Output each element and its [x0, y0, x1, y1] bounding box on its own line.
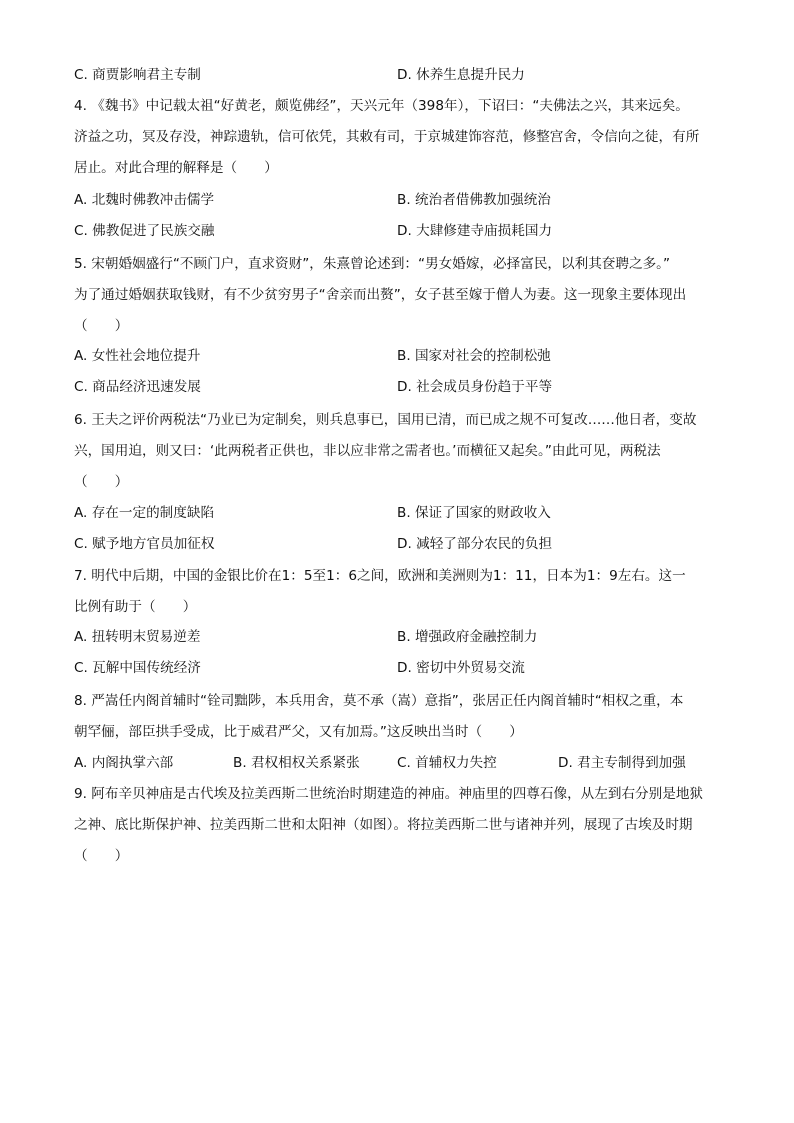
q8-option-d[interactable]: D. 君主专制得到加强: [558, 755, 686, 771]
question-4-options: [74, 185, 724, 247]
q4-option-d[interactable]: D. 大肆修建寺庙损耗国力: [397, 223, 553, 239]
question-5-line: 5. 宋朝婚姻盛行“不顾门户，直求资财”，朱熹曾论述到：“男女婚嫁，必择富民，以利其奁聘之多。”: [74, 256, 671, 272]
question-7-line: 7. 明代中后期，中国的金银比价在1：5至1：6之间，欧洲和美洲则为1：11，日本为1：9左右。这一: [74, 568, 686, 584]
question-5-line: （ ）: [74, 318, 129, 334]
question-8-line: 朝罕俪，部臣拱手受成，比于威君严父，又有加焉。”这反映出当时（ ）: [74, 724, 523, 740]
question-7-options: [74, 622, 724, 684]
question-4-line: 济益之功，冥及存没，神踪遗轨，信可依凭，其敕有司，于京城建饰容范，修整宫舍，令信向之徒，有所: [74, 129, 700, 145]
q6-option-d[interactable]: D. 减轻了部分农民的负担: [397, 536, 553, 552]
q4-option-c[interactable]: C. 佛教促进了民族交融: [74, 223, 215, 239]
question-9-line: 之神、底比斯保护神、拉美西斯二世和太阳神（如图）。将拉美西斯二世与诸神并列，展现了古埃及时期: [74, 817, 693, 833]
q7-option-d[interactable]: D. 密切中外贸易交流: [397, 660, 525, 676]
q6-option-a[interactable]: A. 存在一定的制度缺陷: [74, 505, 215, 521]
question-8-line: 8. 严嵩任内阁首辅时“铨司黜陟，本兵用舍，莫不承（嵩）意指”，张居正任内阁首辅时“相权之重，本: [74, 693, 684, 709]
question-6-line: 6. 王夫之评价两税法“乃业已为定制矣，则兵息事已，国用已清，而已成之规不可复改……他日者，变故: [74, 412, 697, 428]
q4-option-a[interactable]: A. 北魏时佛教冲击儒学: [74, 192, 215, 208]
question-6-line: 兴，国用迫，则又曰：‘此两税者正供也，非以应非常之需者也。’而横征又起矣。”由此可见，两税法: [74, 443, 661, 459]
q5-option-b[interactable]: B. 国家对社会的控制松弛: [397, 348, 551, 364]
question-6: [74, 405, 724, 498]
question-6-options: [74, 498, 724, 560]
question-4: [74, 91, 724, 184]
q3-option-c[interactable]: C. 商贾影响君主专制: [74, 67, 201, 83]
q7-option-a[interactable]: A. 扭转明末贸易逆差: [74, 629, 201, 645]
q6-option-b[interactable]: B. 保证了国家的财政收入: [397, 505, 551, 521]
question-4-line: 4. 《魏书》中记载太祖“好黄老，颇览佛经”，天兴元年（398年），下诏曰：“夫佛法之兴，其来远矣。: [74, 98, 689, 114]
q7-option-c[interactable]: C. 瓦解中国传统经济: [74, 660, 201, 676]
q3-options: [74, 60, 724, 91]
question-9-line: 9. 阿布辛贝神庙是古代埃及拉美西斯二世统治时期建造的神庙。神庙里的四尊石像，从左到右分别是地狱: [74, 786, 704, 802]
q5-option-a[interactable]: A. 女性社会地位提升: [74, 348, 201, 364]
question-8: [74, 686, 724, 748]
q5-option-d[interactable]: D. 社会成员身份趋于平等: [397, 379, 553, 395]
question-9-line: （ ）: [74, 848, 129, 864]
q7-option-b[interactable]: B. 增强政府金融控制力: [397, 629, 538, 645]
q8-option-c[interactable]: C. 首辅权力失控: [397, 755, 497, 771]
question-5-line: 为了通过婚姻获取钱财，有不少贫穷男子“舍亲而出赘”，女子甚至嫁于僧人为妻。这一现象主要体现出: [74, 287, 687, 303]
question-5: [74, 249, 724, 342]
q3-option-d[interactable]: D. 休养生息提升民力: [397, 67, 525, 83]
question-4-line: 居止。对此合理的解释是（ ）: [74, 160, 278, 176]
q8-option-b[interactable]: B. 君权相权关系紧张: [233, 755, 360, 771]
q4-option-b[interactable]: B. 统治者借佛教加强统治: [397, 192, 551, 208]
q6-option-c[interactable]: C. 赋予地方官员加征权: [74, 536, 215, 552]
question-5-options: [74, 341, 724, 403]
q8-option-a[interactable]: A. 内阁执掌六部: [74, 755, 174, 771]
question-8-options: [74, 748, 724, 779]
q5-option-c[interactable]: C. 商品经济迅速发展: [74, 379, 201, 395]
question-7-line: 比例有助于（ ）: [74, 599, 197, 615]
question-7: [74, 561, 724, 623]
question-9: [74, 779, 724, 872]
question-6-line: （ ）: [74, 474, 129, 490]
